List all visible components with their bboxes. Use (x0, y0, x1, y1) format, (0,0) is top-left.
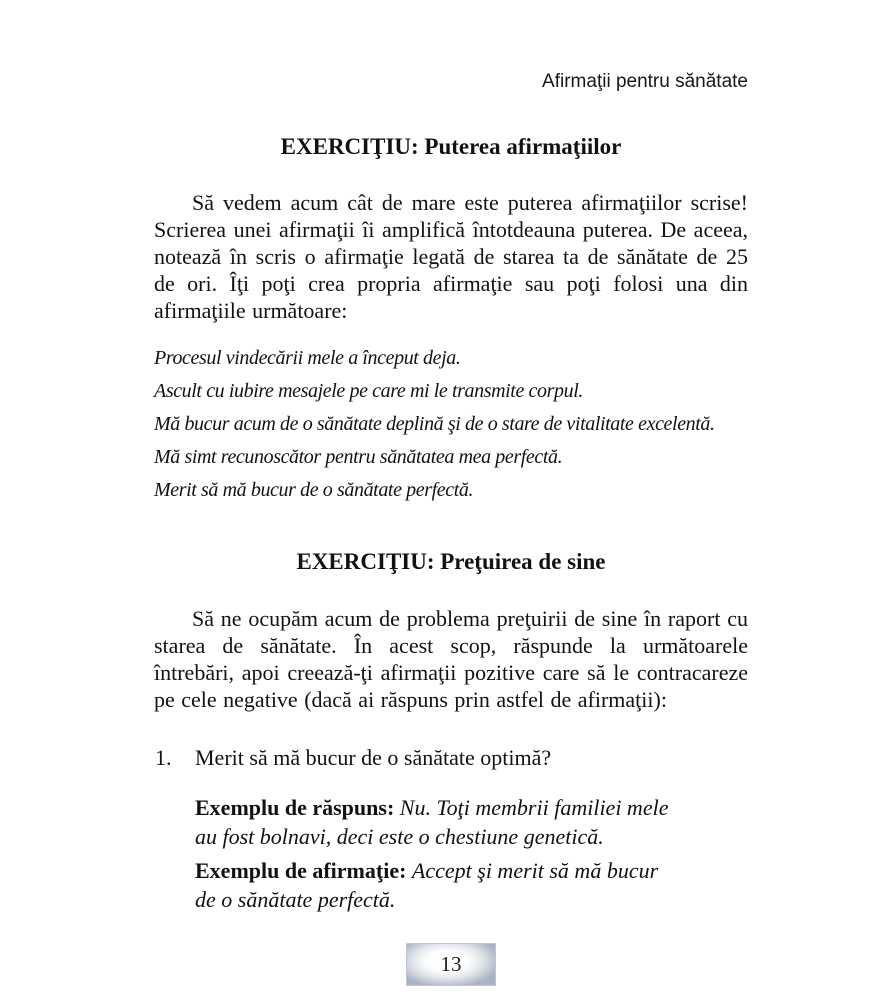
page-number: 13 (440, 952, 462, 976)
section-title-puterea-afirmatiilor: EXERCIŢIU: Puterea afirmaţiilor (280, 134, 622, 159)
affirmation-item: Merit să mă bucur de o sănătate perfectă. (154, 479, 474, 501)
example-answer-block (195, 793, 669, 851)
affirmation-item: Ascult cu iubire mesajele pe care mi le transmite corpul. (154, 380, 583, 402)
example-affirmation-label: Exemplu de afirmaţie: (195, 858, 407, 883)
affirmation-item: Mă bucur acum de o sănătate deplină şi de o stare de vitalitate excelentă. (154, 413, 715, 435)
example-answer-text: Nu. Toţi membrii familiei mele au fost bolnavi, deci este o chestiune genetică. (195, 795, 669, 849)
question-item (154, 745, 748, 771)
running-header: Afirmaţii pentru sănătate (542, 71, 748, 92)
affirmation-item: Mă simt recunoscător pentru sănătatea mea perfectă. (154, 446, 563, 468)
question-number: 1. (155, 745, 172, 770)
page-content (0, 71, 885, 986)
example-affirmation-block (195, 856, 669, 914)
section-title-pretuirea-de-sine: EXERCIŢIU: Preţuirea de sine (296, 549, 606, 574)
page-number-badge (406, 943, 496, 986)
affirmation-item: Procesul vindecării mele a început deja. (154, 347, 461, 369)
self-esteem-paragraph: Să ne ocupăm acum de problema preţuirii de sine în raport cu starea de sănătate. În acest scop, răspunde la următoarele întrebări, apoi creează-ţi afirmaţii pozitive care să le contracareze pe cele negative (dacă ai răspuns prin astfel de afirmaţii): (154, 606, 748, 712)
affirmation-list (154, 345, 748, 504)
example-answer-label: Exemplu de răspuns: (195, 795, 395, 820)
question-text: Merit să mă bucur de o sănătate optimă? (195, 745, 552, 770)
example-affirmation-text: Accept şi merit să mă bucur de o sănătate perfectă. (195, 858, 659, 912)
intro-paragraph: Să vedem acum cât de mare este puterea afirmaţiilor scrise! Scrierea unei afirmaţii îi amplifică întotdeauna puterea. De aceea, notează în scris o afirmaţie legată de starea ta de sănătate de 25 de ori. Îţi poţi crea propria afirmaţie sau poţi folosi una din afirmaţiile următoare: (154, 190, 748, 323)
